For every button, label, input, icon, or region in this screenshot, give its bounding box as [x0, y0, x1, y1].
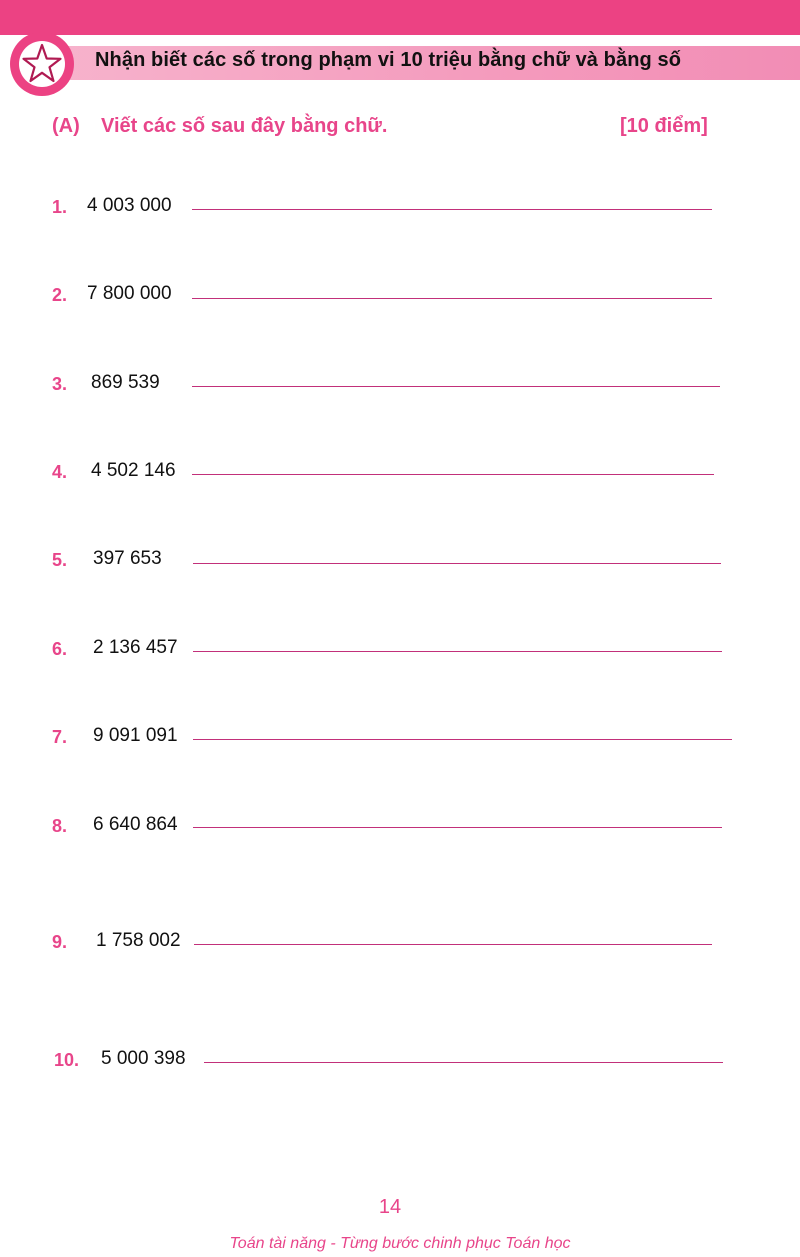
- answer-line[interactable]: [193, 563, 721, 564]
- answer-line[interactable]: [193, 739, 732, 740]
- star-icon: [10, 32, 74, 96]
- item-value: 6 640 864: [93, 814, 178, 835]
- answer-line[interactable]: [194, 944, 712, 945]
- answer-line[interactable]: [204, 1062, 723, 1063]
- answer-line[interactable]: [192, 386, 720, 387]
- exercise-item: [0, 460, 800, 490]
- exercise-item: [0, 814, 800, 844]
- answer-line[interactable]: [193, 827, 722, 828]
- item-number: 7.: [52, 727, 68, 747]
- item-value: 2 136 457: [93, 637, 178, 658]
- footer-tagline: Toán tài năng - Từng bước chinh phục Toán học: [229, 1235, 571, 1252]
- answer-line[interactable]: [193, 651, 722, 652]
- answer-line[interactable]: [192, 298, 712, 299]
- exercise-item: [0, 548, 800, 578]
- item-value: 869 539: [91, 372, 160, 393]
- item-number: 3.: [52, 374, 68, 394]
- top-band: [0, 0, 800, 35]
- page-number: 14: [378, 1196, 402, 1218]
- exercise-item: [0, 283, 800, 313]
- exercise-item: [0, 930, 800, 960]
- item-value: 1 758 002: [96, 930, 181, 951]
- item-number: 10.: [54, 1050, 80, 1070]
- item-value: 397 653: [93, 548, 162, 569]
- exercise-item: [0, 725, 800, 755]
- exercise-item: [0, 1048, 800, 1078]
- exercise-item: [0, 372, 800, 402]
- item-number: 9.: [52, 932, 68, 952]
- item-value: 4 502 146: [91, 460, 176, 481]
- item-number: 1.: [52, 197, 68, 217]
- section-label: (A): [52, 115, 80, 137]
- item-number: 2.: [52, 285, 68, 305]
- item-number: 6.: [52, 639, 68, 659]
- item-value: 7 800 000: [87, 283, 172, 304]
- page-title: Nhận biết các số trong phạm vi 10 triệu bằng chữ và bằng số: [95, 49, 682, 71]
- answer-line[interactable]: [192, 474, 714, 475]
- exercise-item: [0, 637, 800, 667]
- answer-line[interactable]: [192, 209, 712, 210]
- item-value: 5 000 398: [101, 1048, 186, 1069]
- item-number: 8.: [52, 816, 68, 836]
- badge: [10, 32, 74, 96]
- section-instruction: Viết các số sau đây bằng chữ.: [101, 115, 388, 137]
- score-label: [10 điểm]: [620, 115, 708, 137]
- item-value: 9 091 091: [93, 725, 178, 746]
- item-number: 4.: [52, 462, 68, 482]
- item-number: 5.: [52, 550, 68, 570]
- exercise-item: [0, 195, 800, 225]
- item-value: 4 003 000: [87, 195, 172, 216]
